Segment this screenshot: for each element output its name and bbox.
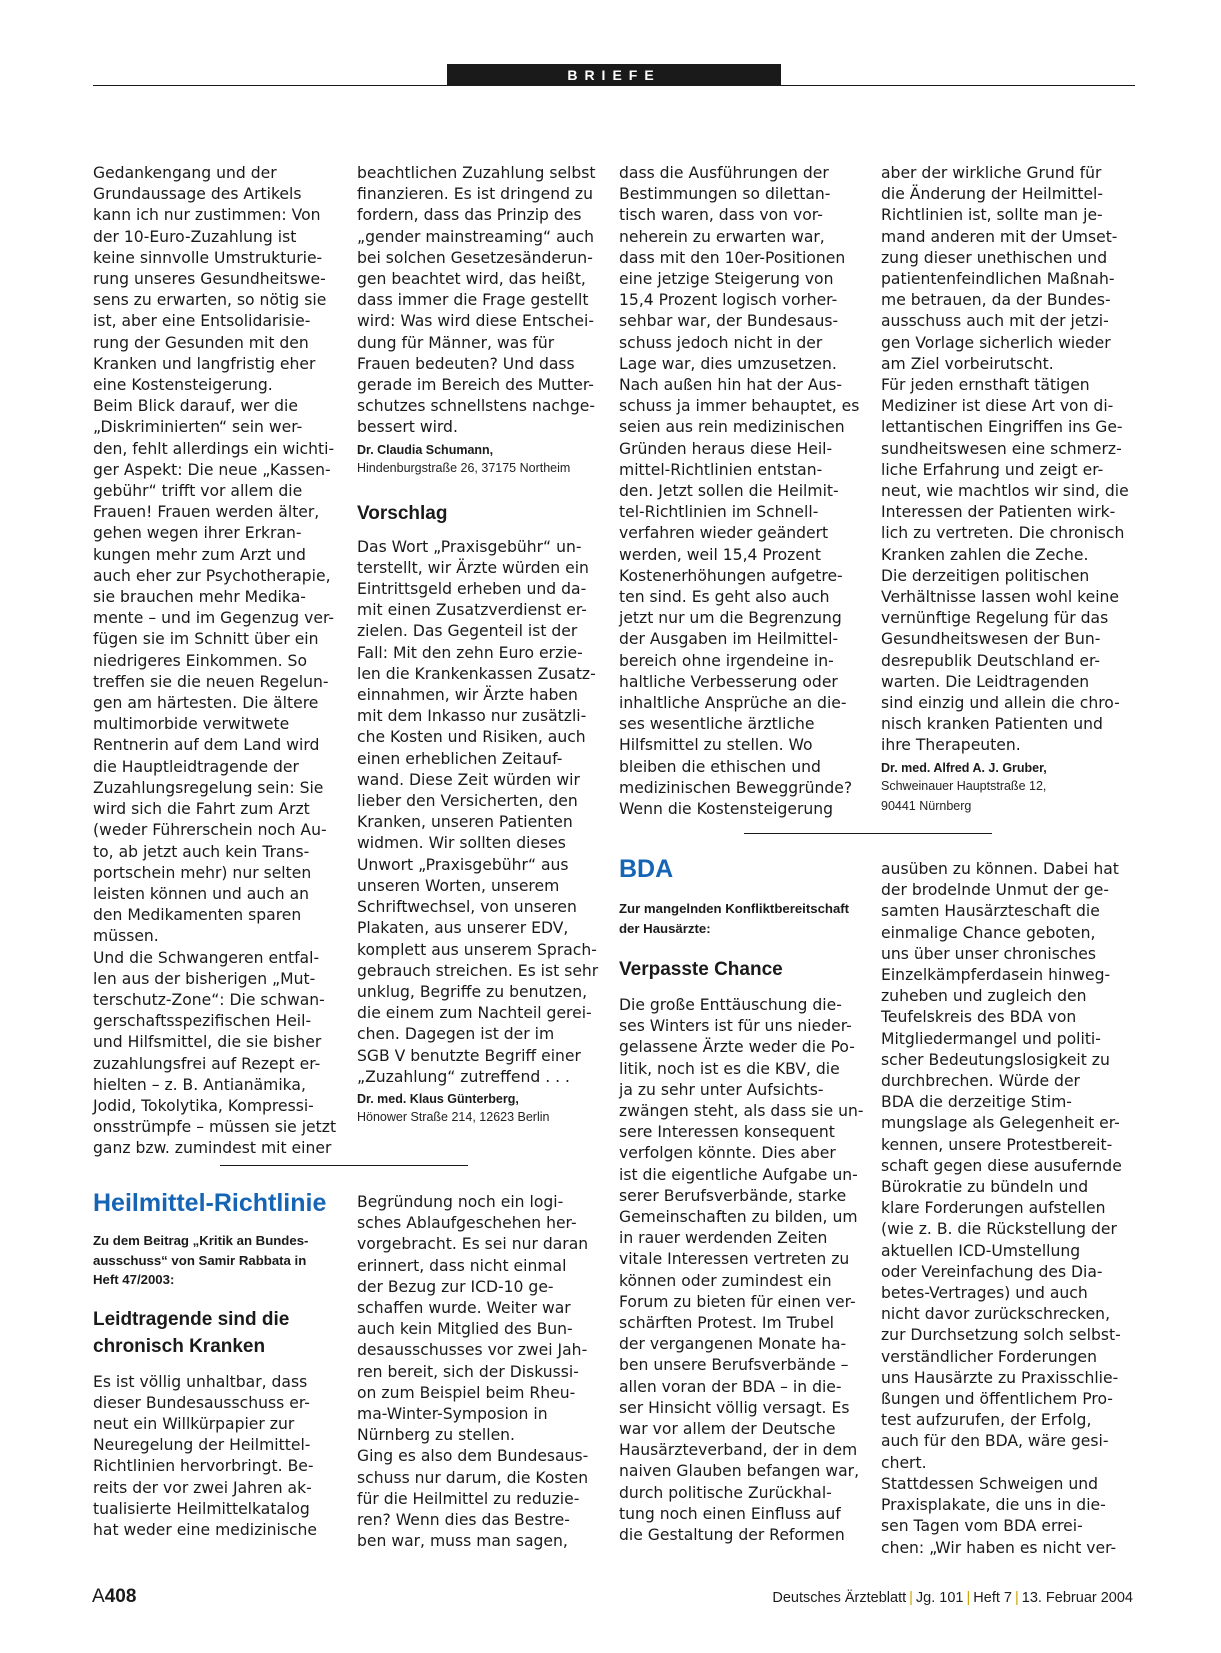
signature-name-gruber: Dr. med. Alfred A. J. Gruber, [881,760,1047,775]
section-title-bda: BDA [619,855,674,883]
separator-1: | [909,1590,913,1606]
section-divider-bda [744,833,992,834]
signature-address-schumann: Hindenburgstraße 26, 37175 Northeim [357,460,571,475]
letter-heilmittel-text-cont: dass die Ausführungen der Bestimmungen so dilettan- tisch waren, dass von vor- neherein zu erwarten war, dass mit den 10er-Positionen eine jetzige Steigerung von 15,4 Prozent logisch vorher- sehbar war, der Bundesaus- schuss jedoch nicht in der Lage war, dies umzusetzen. Nach außen hin hat der Aus- schuss ja immer behauptet, es seien aus rein medizinischen Gründen heraus diese Heil- mittel-Richtlinien entstan- den. Jetzt sollen die Heilmit- tel-Richtlinien im Schnell- verfahren wieder geändert werden, weil 15,4 Prozent Kostenerhöhungen aufgetre- ten sind. Es geht also auch jetzt nur um die Begrenzung der Ausgaben im Heilmittel- bereich ohne irgendeine in- haltliche Verbesserung oder inhaltliche Ansprüche an die- ses wesentliche ärztliche Hilfsmittel zu stellen. Wo bleiben die ethischen und medizinischen Beweggründe? Wenn die Kostensteigerung [619,164,860,819]
separator-3: | [1014,1590,1019,1606]
page-number [92,1585,136,1609]
letter-title-vorschlag: Vorschlag [357,502,448,524]
heilmittel-section [93,1187,355,1541]
signature-name-guenterberg: Dr. med. Klaus Günterberg, [357,1091,519,1106]
letter-gender-text-cont: beachtlichen Zuzahlung selbst finanzieren. Es ist dringend zu fordern, dass das Prinzip des „gender mainstreaming“ auch bei solchen Gesetzesänderun- gen beachtet wird, das heißt, dass immer die Frage gestellt wird: Was wird diese Entschei- dung für Männer, was für Frauen bedeuten? Und dass gerade im Bereich des Mutter- schutzes schnellstens nachge- bessert wird. [357,164,596,437]
signature-address-gruber: Schweinauer Hauptstraße 12, 90441 Nürnberg [881,778,1047,813]
header-rule [93,85,1135,86]
signature-address-guenterberg: Hönower Straße 214, 12623 Berlin [357,1109,550,1124]
journal-date: 13. Februar 2004 [1021,1590,1133,1606]
separator-2: | [966,1590,971,1606]
journal-issue: Heft 7 [973,1590,1012,1606]
letter-title-leidtragende: Leidtragende sind die chronisch Kranken [93,1308,290,1357]
letter-heilmittel-text-col2: Begründung noch ein logi- sches Ablaufgeschehen her- vorgebracht. Es sei nur daran erinnert, dass nicht einmal der Bezug zur ICD-10 ge- schaffen wurde. Weiter war auch kein Mitglied des Bun- desausschusses vor zwei Jah- ren bereit, sich der Diskussi- on zum Beispiel beim Rheu- ma-Winter-Symposion in Nürnberg zu stellen. Ging es also dem Bundesaus- schuss nur darum, die Kosten für die Heilmittel zu reduzie- ren? Wenn dies das Bestre- ben war, muss man sagen, [357,1193,589,1551]
heilmittel-col2 [357,1192,607,1552]
bda-col4 [881,859,1131,1559]
page-number-value: 408 [104,1586,137,1607]
bda-section [619,853,869,1546]
journal-name: Deutsches Ärzteblatt [772,1590,907,1606]
column-2-top [357,163,607,1127]
column-3-top [619,163,869,820]
section-intro-bda: Zur mangelnden Konfliktbereitschaft der Hausärzte: [619,901,850,936]
signature-name-schumann: Dr. Claudia Schumann, [357,442,494,457]
section-divider-heilmittel [220,1165,468,1166]
journal-info [772,1588,1133,1608]
page-prefix: A [92,1586,105,1607]
section-header: BRIEFE [447,64,781,86]
letter-bda-text: Die große Enttäuschung die- ses Winters ist für uns nieder- gelassene Ärzte weder die Po- litik, noch ist es die KBV, die ja zu sehr unter Aufsichts- zwängen steht, als dass sie un- sere Interessen konsequent verfolgen könnte. Dies aber ist die eigentliche Aufgabe un- serer Berufsverbände, starke Gemeinschaften zu bilden, um in rauer werdenden Zeiten vitale Interessen vertreten zu können oder zumindest ein Forum zu bieten für einen ver- schärften Protest. Im Trubel der vergangenen Monate ha- ben unsere Berufsverbände – allen voran der BDA – in die- ser Hinsicht völlig versagt. Es war vor allem der Deutsche Hausärzteverband, der in dem naiven Glauben befangen war, durch politische Zurückhal- tung noch einen Einfluss auf die Gestaltung der Reformen [619,996,864,1545]
column-4-top [881,163,1131,816]
letter-heilmittel-text: Es ist völlig unhaltbar, dass dieser Bundesausschuss er- neut ein Willkürpapier zur Neuregelung der Heilmittel- Richtlinien hervorbringt. Be- reits der vor zwei Jahren ak- tualisierte Heilmittelkatalog hat weder eine medizinische [93,1372,318,1539]
letter-title-verpasste-chance: Verpasste Chance [619,959,783,980]
section-intro-heilmittel: Zu dem Beitrag „Kritik an Bundes- ausschuss“ von Samir Rabbata in Heft 47/2003: [93,1233,309,1287]
letter-heilmittel-text-end: aber der wirkliche Grund für die Änderung der Heilmittel- Richtlinien ist, sollte man je- mand anderen mit der Umset- zung dieser unethischen und patientenfeindlichen Maßnah- me betrauen, da der Bundes- ausschuss auch mit der jetzi- gen Vorlage sicherlich wieder am Ziel vorbeirutscht. Für jeden ernsthaft tätigen Mediziner ist diese Art von di- lettantischen Eingriffen ins Ge- sundheitswesen eine schmerz- liche Erfahrung und zeigt er- neut, wie machtlos wir sind, die Interessen der Patienten wirk- lich zu vertreten. Die chronisch Kranken zahlen die Zeche. Die derzeitigen politischen Verhältnisse lassen wohl keine vernünftige Regelung für das Gesundheitswesen der Bun- desrepublik Deutschland er- warten. Die Leidtragenden sind einzig und allein die chro- nisch kranken Patienten und ihre Therapeuten. [881,164,1129,755]
letter-bda-text-cont: ausüben zu können. Dabei hat der brodelnde Unmut der ge- samten Hausärzteschaft die einmalige Chance geboten, uns über unser chronisches Einzelkämpferdasein hinweg- zuheben und zugleich den Teufelskreis des BDA von Mitgliedermangel und politi- scher Bedeutungslosigkeit zu durchbrechen. Würde der BDA die derzeitige Stim- mungslage als Gelegenheit er- kennen, unsere Protestbereit- schaft gegen diese ausufernde Bürokratie zu bündeln und klare Forderungen aufstellen (wie z. B. die Rückstellung der aktuellen ICD-Umstellung oder Vereinfachung des Dia- betes-Vertrages) und auch nicht davor zurückschrecken, zur Durchsetzung solch selbst- verständlicher Forderungen uns Hausärzte zu Praxisschlie- ßungen und öffentlichem Pro- test aufzurufen, der Erfolg, auch für den BDA, wäre gesi- chert. Stattdessen Schweigen und Praxisplakate, die uns in die- sen Tagen vom BDA errei- chen: „Wir haben es nicht ver- [881,860,1122,1557]
letter-vorschlag-text: Das Wort „Praxisgebühr“ un- terstellt, wir Ärzte würden ein Eintrittsgeld erheben und da- mit einen Zusatzverdienst er- zielen. Das Gegenteil ist der Fall: Mit den zehn Euro erzie- len die Krankenkassen Zusatz- einnahmen, wir Ärzte haben mit dem Inkasso nur zusätzli- che Kosten und Risiken, auch einen erheblichen Zeitauf- wand. Diese Zeit würden wir lieber den Versicherten, den Kranken, unseren Patienten widmen. Wir sollten dieses Unwort „Praxisgebühr“ aus unseren Worten, unserem Schriftwechsel, von unseren Plakaten, aus unserer EDV, komplett aus unserem Sprach- gebrauch streichen. Es ist sehr unklug, Begriffe zu benutzen, die einem zum Nachteil gerei- chen. Dagegen ist der im SGB V benutzte Begriff einer „Zuzahlung“ zutreffend . . . [357,537,599,1086]
journal-volume: Jg. 101 [915,1590,964,1606]
column-1-top [93,163,343,1160]
letter-gender-text: Gedankengang und der Grundaussage des Artikels kann ich nur zustimmen: Von der 10-Euro-Zuzahlung ist keine sinnvolle Umstrukturie- rung unseres Gesundheitswe- sens zu erwarten, so nötig sie ist, aber eine Entsolidarisie- rung der Gesunden mit den Kranken und langfristig eher eine Kostensteigerung. Beim Blick darauf, wer die „Diskriminierten“ sein wer- den, fehlt allerdings ein wichti- ger Aspekt: Die neue „Kassen- gebühr“ trifft vor allem die Frauen! Frauen werden älter, gehen wegen ihrer Erkran- kungen mehr zum Arzt und auch eher zur Psychotherapie, sie brauchen mehr Medika- mente – und im Gegenzug ver- fügen sie im Schnitt über ein niedrigeres Einkommen. So treffen sie die neuen Regelun- gen am härtesten. Die ältere multimorbide verwitwete Rentnerin auf dem Land wird die Hauptleidtragende der Zuzahlungsregelung sein: Sie wird sich die Fahrt zum Arzt (weder Führerschein noch Au- to, ab jetzt auch kein Trans- portschein mehr) nur selten leisten können und auch an den Medikamenten sparen müssen. Und die Schwangeren entfal- len aus der bisherigen „Mut- terschutz-Zone“: Die schwan- gerschaftsspezifischen Heil- und Hilfsmittel, die sie bisher zuzahlungsfrei auf Rezept er- hielten – z. B. Antianämika, Jodid, Tokolytika, Kompressi- onsstrümpfe – müssen sie jetzt ganz bzw. zumindest mit einer [93,164,337,1158]
section-title-heilmittel: Heilmittel-Richtlinie [93,1189,327,1217]
